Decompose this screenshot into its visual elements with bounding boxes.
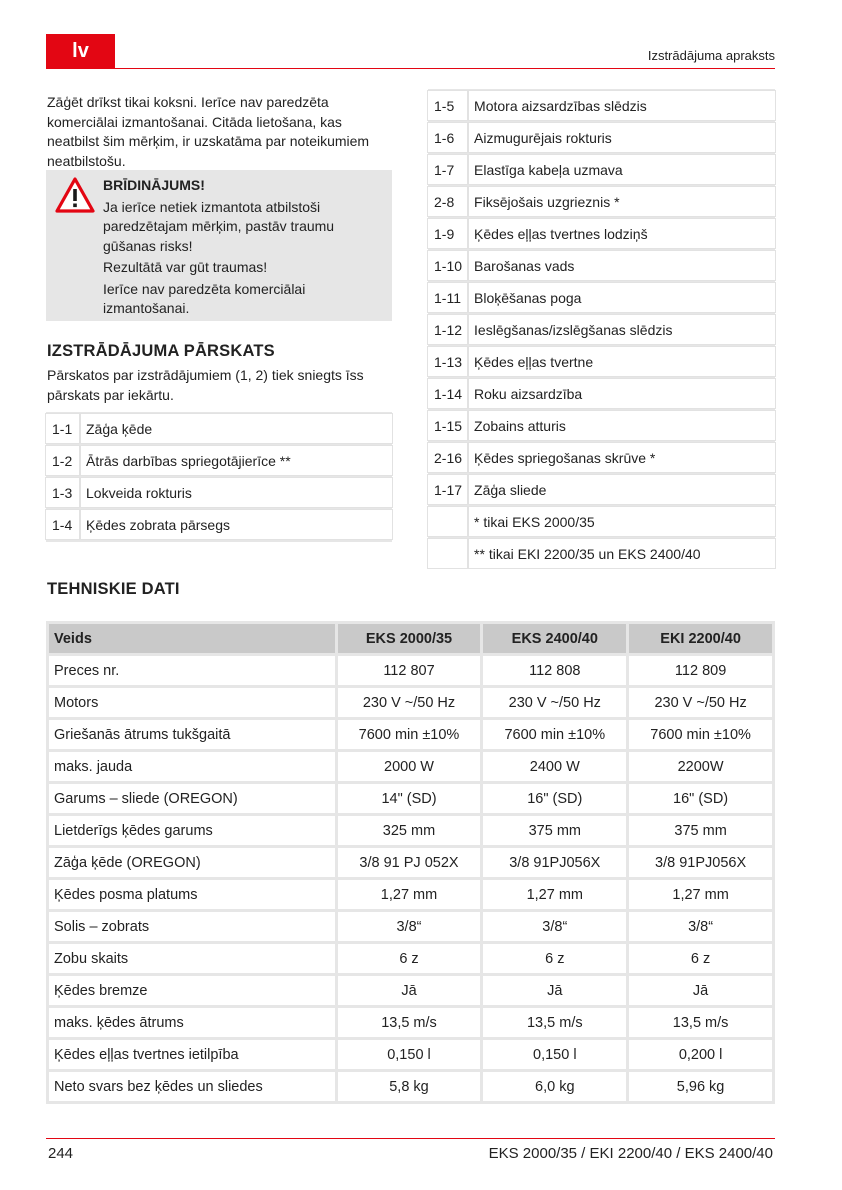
tech-row xyxy=(49,976,772,1005)
part-label: Ātrās darbības spriegotājierīce ** xyxy=(80,446,392,475)
tech-row xyxy=(49,912,772,941)
parts-row xyxy=(428,187,775,216)
part-label: Ieslēgšanas/izslēgšanas slēdzis xyxy=(468,315,775,344)
tech-title: TEHNISKIE DATI xyxy=(47,580,180,598)
part-number: 1-5 xyxy=(428,91,468,120)
tech-value-cell: 14" (SD) xyxy=(338,784,481,813)
tech-value-cell: 16" (SD) xyxy=(483,784,626,813)
warning-line: Rezultātā var gūt traumas! xyxy=(103,259,268,275)
tech-value-cell: 2200W xyxy=(629,752,772,781)
tech-value-cell: 6 z xyxy=(483,944,626,973)
warning-triangle-icon xyxy=(54,176,96,214)
tech-row-label: Ķēdes bremze xyxy=(49,976,335,1005)
tech-value-cell: 2400 W xyxy=(483,752,626,781)
part-number: 1-2 xyxy=(46,446,80,475)
tech-row-label: Motors xyxy=(49,688,335,717)
tech-value-cell: 0,150 l xyxy=(338,1040,481,1069)
part-label: Aizmugurējais rokturis xyxy=(468,123,775,152)
part-number: 1-15 xyxy=(428,411,468,440)
part-label: Elastīga kabeļa uzmava xyxy=(468,155,775,184)
part-number: 2-16 xyxy=(428,443,468,472)
part-label: Zāģa ķēde xyxy=(80,414,392,443)
tech-row-label: Griešanās ātrums tukšgaitā xyxy=(49,720,335,749)
part-label: Barošanas vads xyxy=(468,251,775,280)
header-divider xyxy=(46,68,775,69)
tech-header-row xyxy=(49,624,772,653)
part-label: Lokveida rokturis xyxy=(80,478,392,507)
part-label: Motora aizsardzības slēdzis xyxy=(468,91,775,120)
part-label: Roku aizsardzība xyxy=(468,379,775,408)
part-label: Ķēdes eļļas tvertne xyxy=(468,347,775,376)
tech-value-cell: 375 mm xyxy=(629,816,772,845)
tech-value-cell: Jā xyxy=(629,976,772,1005)
tech-value-cell: 230 V ~/50 Hz xyxy=(629,688,772,717)
tech-value-cell: 7600 min ±10% xyxy=(629,720,772,749)
part-label: Zobains atturis xyxy=(468,411,775,440)
tech-value-cell: 112 808 xyxy=(483,656,626,685)
tech-value-cell: 7600 min ±10% xyxy=(338,720,481,749)
tech-row-label: Lietderīgs ķēdes garums xyxy=(49,816,335,845)
tech-value-cell: Jā xyxy=(338,976,481,1005)
parts-row xyxy=(428,379,775,408)
tech-row-label: Zāģa ķēde (OREGON) xyxy=(49,848,335,877)
part-label: * tikai EKS 2000/35 xyxy=(468,507,775,536)
part-number: 1-17 xyxy=(428,475,468,504)
tech-table-wrapper xyxy=(46,621,775,1104)
parts-row xyxy=(46,414,392,443)
tech-row xyxy=(49,848,772,877)
parts-list-left xyxy=(46,411,392,542)
tech-row xyxy=(49,1040,772,1069)
part-number: 1-3 xyxy=(46,478,80,507)
tech-row-label: Zobu skaits xyxy=(49,944,335,973)
tech-value-cell: Jā xyxy=(483,976,626,1005)
tech-value-cell: 2000 W xyxy=(338,752,481,781)
tech-value-cell: 230 V ~/50 Hz xyxy=(338,688,481,717)
warning-line: Ja ierīce netiek izmantota atbilstoši paredzētajam mērķim, pastāv traumu gūšanas risks! xyxy=(103,198,335,254)
tech-value-cell: 7600 min ±10% xyxy=(483,720,626,749)
tech-value-cell: 375 mm xyxy=(483,816,626,845)
part-label: Bloķēšanas poga xyxy=(468,283,775,312)
overview-title: IZSTRĀDĀJUMA PĀRSKATS xyxy=(47,342,275,360)
tech-row-label: Ķēdes eļļas tvertnes ietilpība xyxy=(49,1040,335,1069)
tech-value-cell: 6 z xyxy=(629,944,772,973)
part-number: 1-9 xyxy=(428,219,468,248)
tech-row xyxy=(49,1008,772,1037)
part-number xyxy=(428,507,468,536)
parts-row xyxy=(428,123,775,152)
parts-row xyxy=(428,315,775,344)
tech-row xyxy=(49,656,772,685)
tech-value-cell: 1,27 mm xyxy=(338,880,481,909)
part-label: Fiksējošais uzgrieznis * xyxy=(468,187,775,216)
language-badge: lv xyxy=(46,34,115,69)
tech-header-cell: EKS 2400/40 xyxy=(483,624,626,653)
tech-row-label: Ķēdes posma platums xyxy=(49,880,335,909)
tech-value-cell: 112 807 xyxy=(338,656,481,685)
parts-row xyxy=(428,347,775,376)
tech-value-cell: 13,5 m/s xyxy=(629,1008,772,1037)
tech-row-label: Garums – sliede (OREGON) xyxy=(49,784,335,813)
parts-row xyxy=(46,478,392,507)
tech-header-cell: Veids xyxy=(49,624,335,653)
tech-data-table xyxy=(46,621,775,1104)
part-number: 1-4 xyxy=(46,510,80,539)
tech-row xyxy=(49,720,772,749)
tech-row-label: Preces nr. xyxy=(49,656,335,685)
tech-row-label: Solis – zobrats xyxy=(49,912,335,941)
tech-value-cell: 3/8 91PJ056X xyxy=(483,848,626,877)
part-number: 1-13 xyxy=(428,347,468,376)
parts-row xyxy=(428,251,775,280)
page-header-title: Izstrādājuma apraksts xyxy=(647,48,775,63)
tech-value-cell: 325 mm xyxy=(338,816,481,845)
tech-row xyxy=(49,1072,772,1101)
warning-line: Ierīce nav paredzēta komerciālai izmantošanai. xyxy=(103,280,306,316)
parts-row xyxy=(428,539,775,568)
tech-row xyxy=(49,944,772,973)
parts-row xyxy=(428,155,775,184)
parts-row xyxy=(46,446,392,475)
tech-row-label: Neto svars bez ķēdes un sliedes xyxy=(49,1072,335,1101)
part-label: Ķēdes eļļas tvertnes lodziņš xyxy=(468,219,775,248)
part-number xyxy=(428,539,468,568)
tech-value-cell: 3/8“ xyxy=(483,912,626,941)
tech-value-cell: 3/8 91PJ056X xyxy=(629,848,772,877)
tech-value-cell: 0,150 l xyxy=(483,1040,626,1069)
tech-value-cell: 112 809 xyxy=(629,656,772,685)
tech-value-cell: 0,200 l xyxy=(629,1040,772,1069)
footer-divider xyxy=(46,1138,775,1139)
intro-paragraph: Zāģēt drīkst tikai koksni. Ierīce nav paredzēta komerciālai izmantošanai. Citāda lietošana, kas neatbilst šim mērķim, ir uzskatāma par noteikumiem neatbilstošu. xyxy=(47,94,370,169)
part-number: 1-11 xyxy=(428,283,468,312)
tech-row xyxy=(49,752,772,781)
tech-value-cell: 6,0 kg xyxy=(483,1072,626,1101)
overview-text: Pārskatos par izstrādājumiem (1, 2) tiek sniegts īss pārskats par iekārtu. xyxy=(47,367,364,403)
parts-row xyxy=(428,411,775,440)
parts-row xyxy=(428,475,775,504)
parts-row xyxy=(428,91,775,120)
parts-row xyxy=(428,219,775,248)
warning-text xyxy=(103,176,385,319)
page-number: 244 xyxy=(48,1145,74,1162)
part-number: 1-12 xyxy=(428,315,468,344)
tech-header-cell: EKS 2000/35 xyxy=(338,624,481,653)
warning-title: BRĪDINĀJUMS! xyxy=(103,177,205,193)
part-label: Zāģa sliede xyxy=(468,475,775,504)
parts-row xyxy=(428,283,775,312)
part-number: 2-8 xyxy=(428,187,468,216)
part-label: ** tikai EKI 2200/35 un EKS 2400/40 xyxy=(468,539,775,568)
tech-row-label: maks. ķēdes ātrums xyxy=(49,1008,335,1037)
tech-row xyxy=(49,784,772,813)
part-label: Ķēdes zobrata pārsegs xyxy=(80,510,392,539)
tech-header-cell: EKI 2200/40 xyxy=(629,624,772,653)
part-number: 1-10 xyxy=(428,251,468,280)
tech-value-cell: 3/8“ xyxy=(629,912,772,941)
part-number: 1-6 xyxy=(428,123,468,152)
tech-value-cell: 13,5 m/s xyxy=(483,1008,626,1037)
part-number: 1-14 xyxy=(428,379,468,408)
part-number: 1-1 xyxy=(46,414,80,443)
tech-value-cell: 230 V ~/50 Hz xyxy=(483,688,626,717)
tech-value-cell: 1,27 mm xyxy=(483,880,626,909)
part-label: Ķēdes spriegošanas skrūve * xyxy=(468,443,775,472)
parts-row xyxy=(46,510,392,539)
tech-row xyxy=(49,688,772,717)
tech-row xyxy=(49,880,772,909)
tech-row-label: maks. jauda xyxy=(49,752,335,781)
part-number: 1-7 xyxy=(428,155,468,184)
tech-row xyxy=(49,816,772,845)
tech-value-cell: 13,5 m/s xyxy=(338,1008,481,1037)
tech-value-cell: 6 z xyxy=(338,944,481,973)
tech-value-cell: 5,8 kg xyxy=(338,1072,481,1101)
tech-value-cell: 3/8“ xyxy=(338,912,481,941)
tech-value-cell: 3/8 91 PJ 052X xyxy=(338,848,481,877)
parts-list-right xyxy=(428,88,775,571)
parts-row xyxy=(428,507,775,536)
warning-box xyxy=(46,170,392,321)
footer-models: EKS 2000/35 / EKI 2200/40 / EKS 2400/40 xyxy=(488,1145,773,1162)
parts-row xyxy=(428,443,775,472)
tech-value-cell: 5,96 kg xyxy=(629,1072,772,1101)
tech-value-cell: 16" (SD) xyxy=(629,784,772,813)
tech-value-cell: 1,27 mm xyxy=(629,880,772,909)
